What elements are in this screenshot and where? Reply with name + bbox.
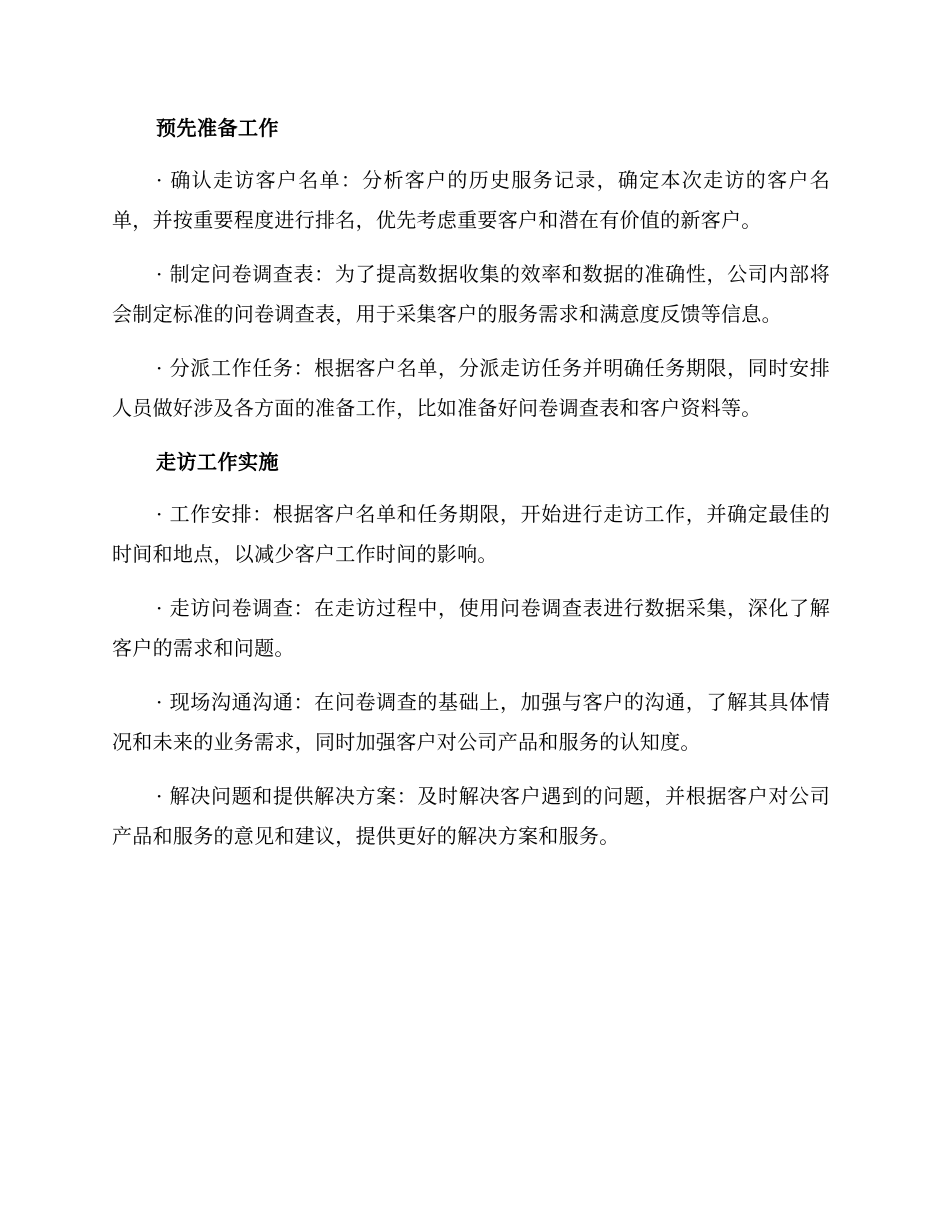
- section-heading-preparation: 预先准备工作: [156, 116, 279, 140]
- section-heading-implementation: 走访工作实施: [156, 450, 279, 474]
- paragraph-visit-survey: · 走访问卷调查：在走访过程中，使用问卷调查表进行数据采集，深化了解客户的需求和问题。: [112, 596, 830, 660]
- paragraph-solve-problems: · 解决问题和提供解决方案：及时解决客户遇到的问题，并根据客户对公司产品和服务的意见和建议，提供更好的解决方案和服务。: [112, 784, 830, 848]
- document-body: [112, 108, 830, 870]
- paragraph-confirm-client-list: · 确认走访客户名单：分析客户的历史服务记录，确定本次走访的客户名单，并按重要程度进行排名，优先考虑重要客户和潜在有价值的新客户。: [112, 168, 830, 232]
- paragraph-questionnaire: · 制定问卷调查表：为了提高数据收集的效率和数据的准确性，公司内部将会制定标准的问卷调查表，用于采集客户的服务需求和满意度反馈等信息。: [112, 262, 830, 326]
- paragraph-onsite-communication: · 现场沟通沟通：在问卷调查的基础上，加强与客户的沟通，了解其具体情况和未来的业务需求，同时加强客户对公司产品和服务的认知度。: [112, 690, 830, 754]
- paragraph-work-schedule: · 工作安排：根据客户名单和任务期限，开始进行走访工作，并确定最佳的时间和地点，以减少客户工作时间的影响。: [112, 502, 830, 566]
- paragraph-assign-tasks: · 分派工作任务：根据客户名单，分派走访任务并明确任务期限，同时安排人员做好涉及各方面的准备工作，比如准备好问卷调查表和客户资料等。: [112, 356, 830, 420]
